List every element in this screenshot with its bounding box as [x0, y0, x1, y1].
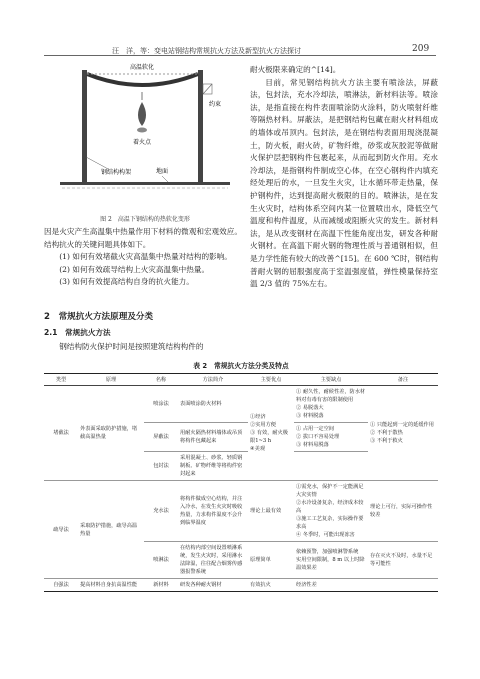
figure-2 — [50, 62, 240, 212]
cell-cons: ① 耐久性，耐候性差，防水材料对有毒有害的限制使用 ② 易脱落大 ③ 材料脱落 — [294, 386, 368, 423]
cell-pros: 有效抗火 — [248, 579, 294, 592]
left-paragraph-end — [44, 341, 242, 354]
cell-pros: 理论上最有效 — [248, 481, 294, 542]
cell-principle: 外表面采取防护措施，堵截高温热量 — [78, 386, 144, 481]
running-header: 汪 洋，等：变电站钢结构常规抗火方法及新型抗火方法探讨 — [112, 47, 301, 55]
header-rule — [44, 55, 436, 56]
cell-cons: ①需充水，保护不一定能满足大灾实情 ②水冷设备复杂，经济成本较高 ③施工工艺复杂，实际操作要求高 ④ 冬季时，可能出现冻害 — [294, 481, 368, 542]
left-paragraph: 因是火灾产生高温集中热量作用下材料的微观和宏观效应。结构抗火的关键问题具体如下。 — [44, 227, 242, 249]
cell-intro: 表面喷涂防火材料 — [178, 386, 248, 423]
fire-source-icon — [137, 128, 147, 133]
col-header: 主要缺点 — [294, 374, 368, 386]
left-list-item: (2) 如何有效疏导结构上火灾高温集中热量。 — [59, 264, 210, 274]
label-ground: 地面 — [155, 168, 169, 175]
label-steel-frame: 钢结构构架 — [100, 169, 132, 176]
cell-pros: 原理简单 — [248, 542, 294, 579]
cell-intro: 采用混凝土、砂浆、轻质钢制板、矿物纤维等将构件密封起来 — [178, 452, 248, 481]
cell-name: 新材料 — [144, 579, 178, 592]
cell-pros: ①经济 ②实用方便 ③ 有效，耐火极限1~3 h ④美观 — [248, 386, 294, 481]
cell-note — [368, 579, 438, 592]
figure-caption: 图 2 高温下钢结构的热软化变形 — [100, 216, 190, 223]
cell-name: 喷淋法 — [144, 542, 178, 579]
cell-cons: 依赖预警，加强喷淋警系统 实用空间限制，8 m 以上时降温效果差 — [294, 542, 368, 579]
label-high-temp-soften: 高温软化 — [129, 64, 155, 71]
cell-type: 堵截法 — [44, 386, 78, 481]
cell-principle: 提高材料自身抗高温性能 — [78, 579, 144, 592]
cell-cons: ① 占用一定空间 ② 拔口不容易处理 ③ 材料易脱落 — [294, 423, 368, 452]
left-column — [82, 70, 87, 182]
left-list-item: (3) 如何有效提高结构自身的抗火能力。 — [59, 277, 194, 287]
table-row — [44, 481, 438, 542]
cell-intro: 研发各种耐火钢材 — [178, 579, 248, 592]
steel-frame-diagram — [50, 62, 240, 212]
left-paragraph-tail: 钢结构防火保护时间是按照建筑结构构件的 — [59, 342, 204, 351]
cell-name: 屏蔽法 — [144, 423, 178, 452]
label-constraint: 约束 — [208, 101, 222, 108]
table-row — [44, 386, 438, 423]
right-paragraph-lead: 耐火极限来确定的^[14]。 — [250, 65, 341, 74]
right-column-text — [250, 64, 438, 360]
right-paragraph-main: 目前，常见钢结构抗火方法主要有喷涂法，屏蔽法，包封法，充水冷却法，喷淋法，新材料法等。喷涂法，是指直接在构件表面喷涂防火涂料，防火喷射纤维等隔热材料。屏蔽法，是把钢结构包藏在耐火材料组成的墙体或吊顶内。包封法，是在钢结构表面用现浇混凝土，防火板，耐火砖，矿物纤维，砂浆或灰胶泥等做耐火保护层把钢构件包裹起来，从而起到防火作用。充水冷却法，是指钢构件制成空心体，在空心钢构件内填充经处理后的水，一旦发生火灾，让水循环带走热量，保护钢构件，达到提高耐火极限的目的。喷淋法，是在发生火灾时，结构体系空间内某一位置喷出水，降低空气温度和构件温度，从而减缓或阻断火灾的发生。新材料法，是从改变钢材在高温下性能角度出发，研发各种耐火钢材。在高温下耐火钢的物理性质与普通钢相似，但是力学性能有较大的改善^[15]。在 600 ℃时，钢结构普耐火钢的屈服强度高于室温强度值，弹性模量保持室温 2/3 值的 75%左右。 — [250, 77, 438, 289]
cell-cons: 经济性差 — [294, 579, 368, 592]
methods-table — [44, 373, 438, 592]
col-header: 备注 — [368, 374, 438, 386]
cell-type: 疏导法 — [44, 481, 78, 579]
cell-note: 存在灭火不及时，水量不足等可能性 — [368, 542, 438, 579]
label-fire-point: 着火点 — [132, 139, 152, 146]
page-number: 209 — [412, 44, 430, 54]
flame-icon — [138, 102, 146, 126]
cell-principle: 采取防护措施，疏导高温热量 — [78, 481, 144, 579]
col-header: 原理 — [78, 374, 144, 386]
cell-note: ① 只能起到一定的延缓作用 ② 不利于散热 ③ 不利于救火 — [368, 386, 438, 481]
cell-type: 自强法 — [44, 579, 78, 592]
col-header: 方法简介 — [178, 374, 248, 386]
cell-name: 包封法 — [144, 452, 178, 481]
subsection-title: 2.1 常规抗火方法 — [44, 328, 111, 337]
cell-note: 理论上可行，实际可操作性较差 — [368, 481, 438, 542]
left-column-text — [44, 226, 242, 289]
softened-beam — [87, 74, 198, 85]
cell-cons — [294, 452, 368, 481]
cell-name: 充水法 — [144, 481, 178, 542]
section-title: 2 常规抗火方法原理及分类 — [44, 312, 154, 322]
cell-intro: 将构件做成空心结构，并注入冷水，在发生火灾时吸收热量，力求构件温度不会升到临界温度 — [178, 481, 248, 542]
table-header-row — [44, 374, 438, 386]
left-list-item: (1) 如何有效堵截火灾高温集中热量对结构的影响。 — [59, 252, 232, 262]
right-column — [198, 70, 203, 182]
table-row — [44, 579, 438, 592]
cell-intro: 在结构内部空间设置喷淋系统，发生火灾时，采用淋水法降温，往往配合烟雾传感器报警系统 — [178, 542, 248, 579]
col-header: 类型 — [44, 374, 78, 386]
table-title: 表 2 常规抗火方法分类及特点 — [193, 362, 289, 370]
ground-line — [60, 182, 230, 185]
col-header: 名称 — [144, 374, 178, 386]
col-header: 主要优点 — [248, 374, 294, 386]
cell-intro: 用耐火隔热材料墙体或吊顶将构件包藏起来 — [178, 423, 248, 452]
cell-name: 喷涂法 — [144, 386, 178, 423]
